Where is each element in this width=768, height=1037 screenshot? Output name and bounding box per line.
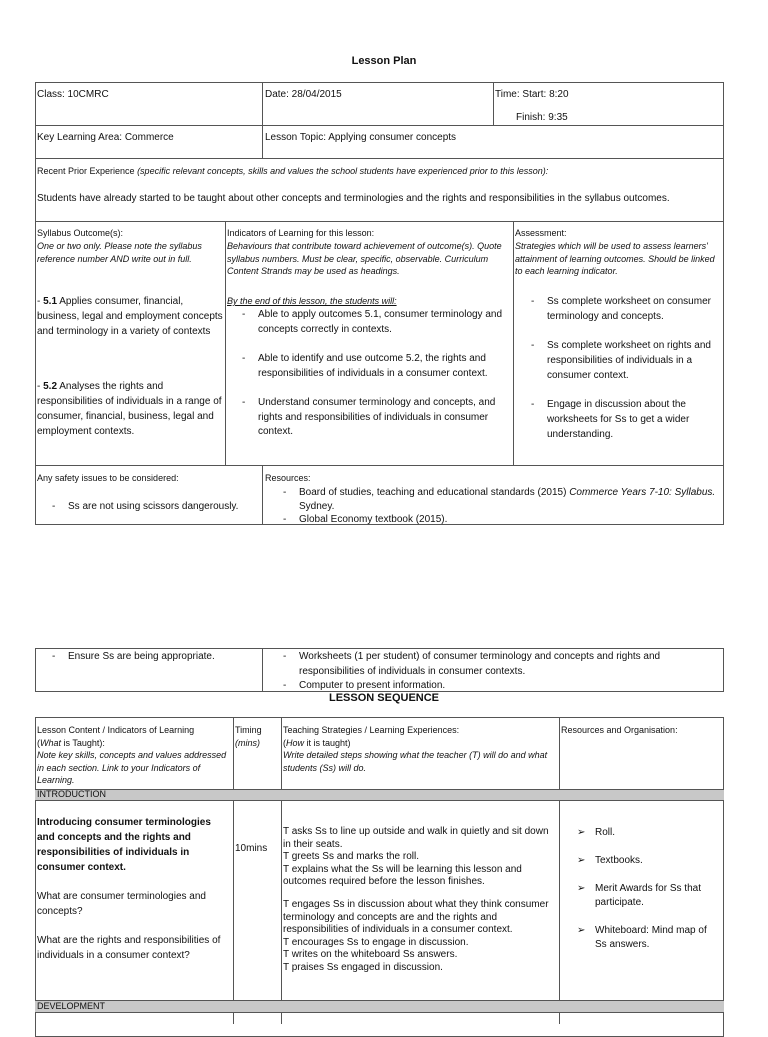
- introduction-question-1: What are consumer terminologies and concepts?: [37, 891, 206, 917]
- syllabus-outcome-1: - 5.1 Applies consumer, financial, business, legal and employment concepts and terminology in a variety of contexts: [37, 296, 223, 337]
- time-finish: Finish: 9:35: [516, 112, 568, 123]
- step: T asks Ss to line up outside and walk in quietly and sit down in their seats.: [283, 826, 549, 850]
- safety-list: [46, 500, 260, 513]
- key-learning-area: Key Learning Area: Commerce: [37, 132, 174, 143]
- step: T writes on the whiteboard Ss answers.: [283, 949, 458, 960]
- step: T praises Ss engaged in discussion.: [283, 961, 443, 973]
- resources-list: [277, 486, 717, 527]
- list-item: - Ss complete worksheet on consumer terminology and concepts.: [525, 294, 724, 324]
- time-start: Time: Start: 8:20: [495, 89, 569, 100]
- introduction-steps-a: [283, 826, 557, 889]
- date-label: Date: 28/04/2015: [265, 89, 342, 100]
- list-item: - Worksheets (1 per student) of consumer terminology and concepts and rights and responsibilities of individuals in consumer contexts.: [277, 650, 717, 679]
- class-label: Class: 10CMRC: [37, 89, 109, 100]
- list-item: - Board of studies, teaching and educational standards (2015) Commerce Years 7-10: Syllabus. Sydney.: [277, 486, 717, 513]
- list-item: - Ensure Ss are being appropriate.: [46, 650, 260, 663]
- safety-heading: Any safety issues to be considered:: [37, 473, 179, 483]
- list-item: - Global Economy textbook (2015).: [277, 513, 717, 527]
- assessment-list: [525, 294, 724, 442]
- introduction-timing: 10mins: [235, 843, 268, 854]
- introduction-question-2: What are the rights and responsibilities of individuals in a consumer context?: [37, 935, 221, 961]
- introduction-steps-b: [283, 899, 557, 974]
- list-item: - Able to identify and use outcome 5.2, the rights and responsibilities of individuals in a consumer context.: [236, 352, 508, 381]
- page-title: Lesson Plan: [351, 55, 417, 67]
- list-item: - Able to apply outcomes 5.1, consumer terminology and concepts correctly in contexts.: [236, 308, 508, 337]
- indicators-heading: Indicators of Learning for this lesson:: [227, 228, 375, 238]
- lesson-topic: Lesson Topic: Applying consumer concepts: [265, 132, 457, 143]
- syllabus-hint: One or two only. Please note the syllabus reference number AND write out in full.: [37, 241, 202, 264]
- list-item: - Ss are not using scissors dangerously.: [46, 500, 260, 513]
- safety-list-continued: [46, 650, 260, 663]
- sequence-col-strategies-heading: Teaching Strategies / Learning Experiences: (How it is taught) Write detailed steps showing what the teacher (T) will do and what students (Ss) will do.: [283, 725, 548, 773]
- prior-experience-text: Students have already started to be taught about other concepts and terminologies and the rights and responsibilities in the syllabus outcomes.: [37, 193, 670, 204]
- indicators-hint: Behaviours that contribute toward achievement of outcome(s). Quote syllabus numbers. Must be clear, specific, observable. Curriculum Content Strands may be used as headings.: [227, 241, 502, 276]
- development-band: [35, 1000, 724, 1012]
- indicators-list: [236, 308, 508, 440]
- lesson-sequence-title: LESSON SEQUENCE: [328, 692, 440, 704]
- step: T explains what the Ss will be learning this lesson and outcomes required before the lesson finishes.: [283, 863, 522, 887]
- development-label: DEVELOPMENT: [37, 1001, 106, 1011]
- assessment-heading: Assessment:: [515, 228, 567, 238]
- resources-list-continued: [277, 650, 717, 694]
- introduction-band: [35, 789, 724, 800]
- syllabus-heading: Syllabus Outcome(s):: [37, 228, 124, 238]
- introduction-resources: [577, 826, 717, 966]
- step: T encourages Ss to engage in discussion.: [283, 936, 469, 948]
- list-item: - Computer to present information.: [277, 679, 717, 694]
- sequence-col-resources-heading: Resources and Organisation:: [561, 725, 678, 735]
- step: T engages Ss in discussion about what they think consumer terminology and concepts are and the rights and responsibilities of individuals in a consumer context.: [283, 899, 549, 935]
- assessment-hint: Strategies which will be used to assess learners' attainment of learning outcomes. Should be linked to each learning indicator.: [515, 241, 715, 276]
- sequence-col-timing-heading: Timing (mins): [235, 725, 262, 748]
- sequence-col-content-heading: Lesson Content / Indicators of Learning (What is Taught): Note key skills, concepts and values addressed in each section. Link to your Indicators of Learning.: [37, 725, 227, 785]
- introduction-label: INTRODUCTION: [37, 789, 106, 799]
- list-item: ➢ Whiteboard: Mind map of Ss answers.: [577, 924, 717, 952]
- step: T greets Ss and marks the roll.: [283, 851, 419, 862]
- list-item: ➢ Roll.: [577, 826, 717, 840]
- syllabus-outcome-2: - 5.2 Analyses the rights and responsibilities of individuals in a range of consumer, financial, business, legal and employment contexts.: [37, 381, 222, 437]
- list-item: - Ss complete worksheet on rights and responsibilities of individuals in a consumer context.: [525, 338, 724, 383]
- list-item: ➢ Merit Awards for Ss that participate.: [577, 882, 717, 910]
- resources-heading: Resources:: [265, 473, 311, 483]
- introduction-content: Introducing consumer terminologies and concepts and the rights and responsibilities of individuals in consumer context.: [37, 817, 211, 873]
- indicators-lead: By the end of this lesson, the students will:: [227, 296, 397, 306]
- list-item: ➢ Textbooks.: [577, 854, 717, 868]
- prior-experience-heading: Recent Prior Experience (specific relevant concepts, skills and values the school students have experienced prior to this lesson):: [37, 166, 549, 176]
- list-item: - Understand consumer terminology and concepts, and rights and responsibilities of individuals in consumer context.: [236, 396, 508, 440]
- list-item: - Engage in discussion about the worksheets for Ss to get a wider understanding.: [525, 397, 724, 442]
